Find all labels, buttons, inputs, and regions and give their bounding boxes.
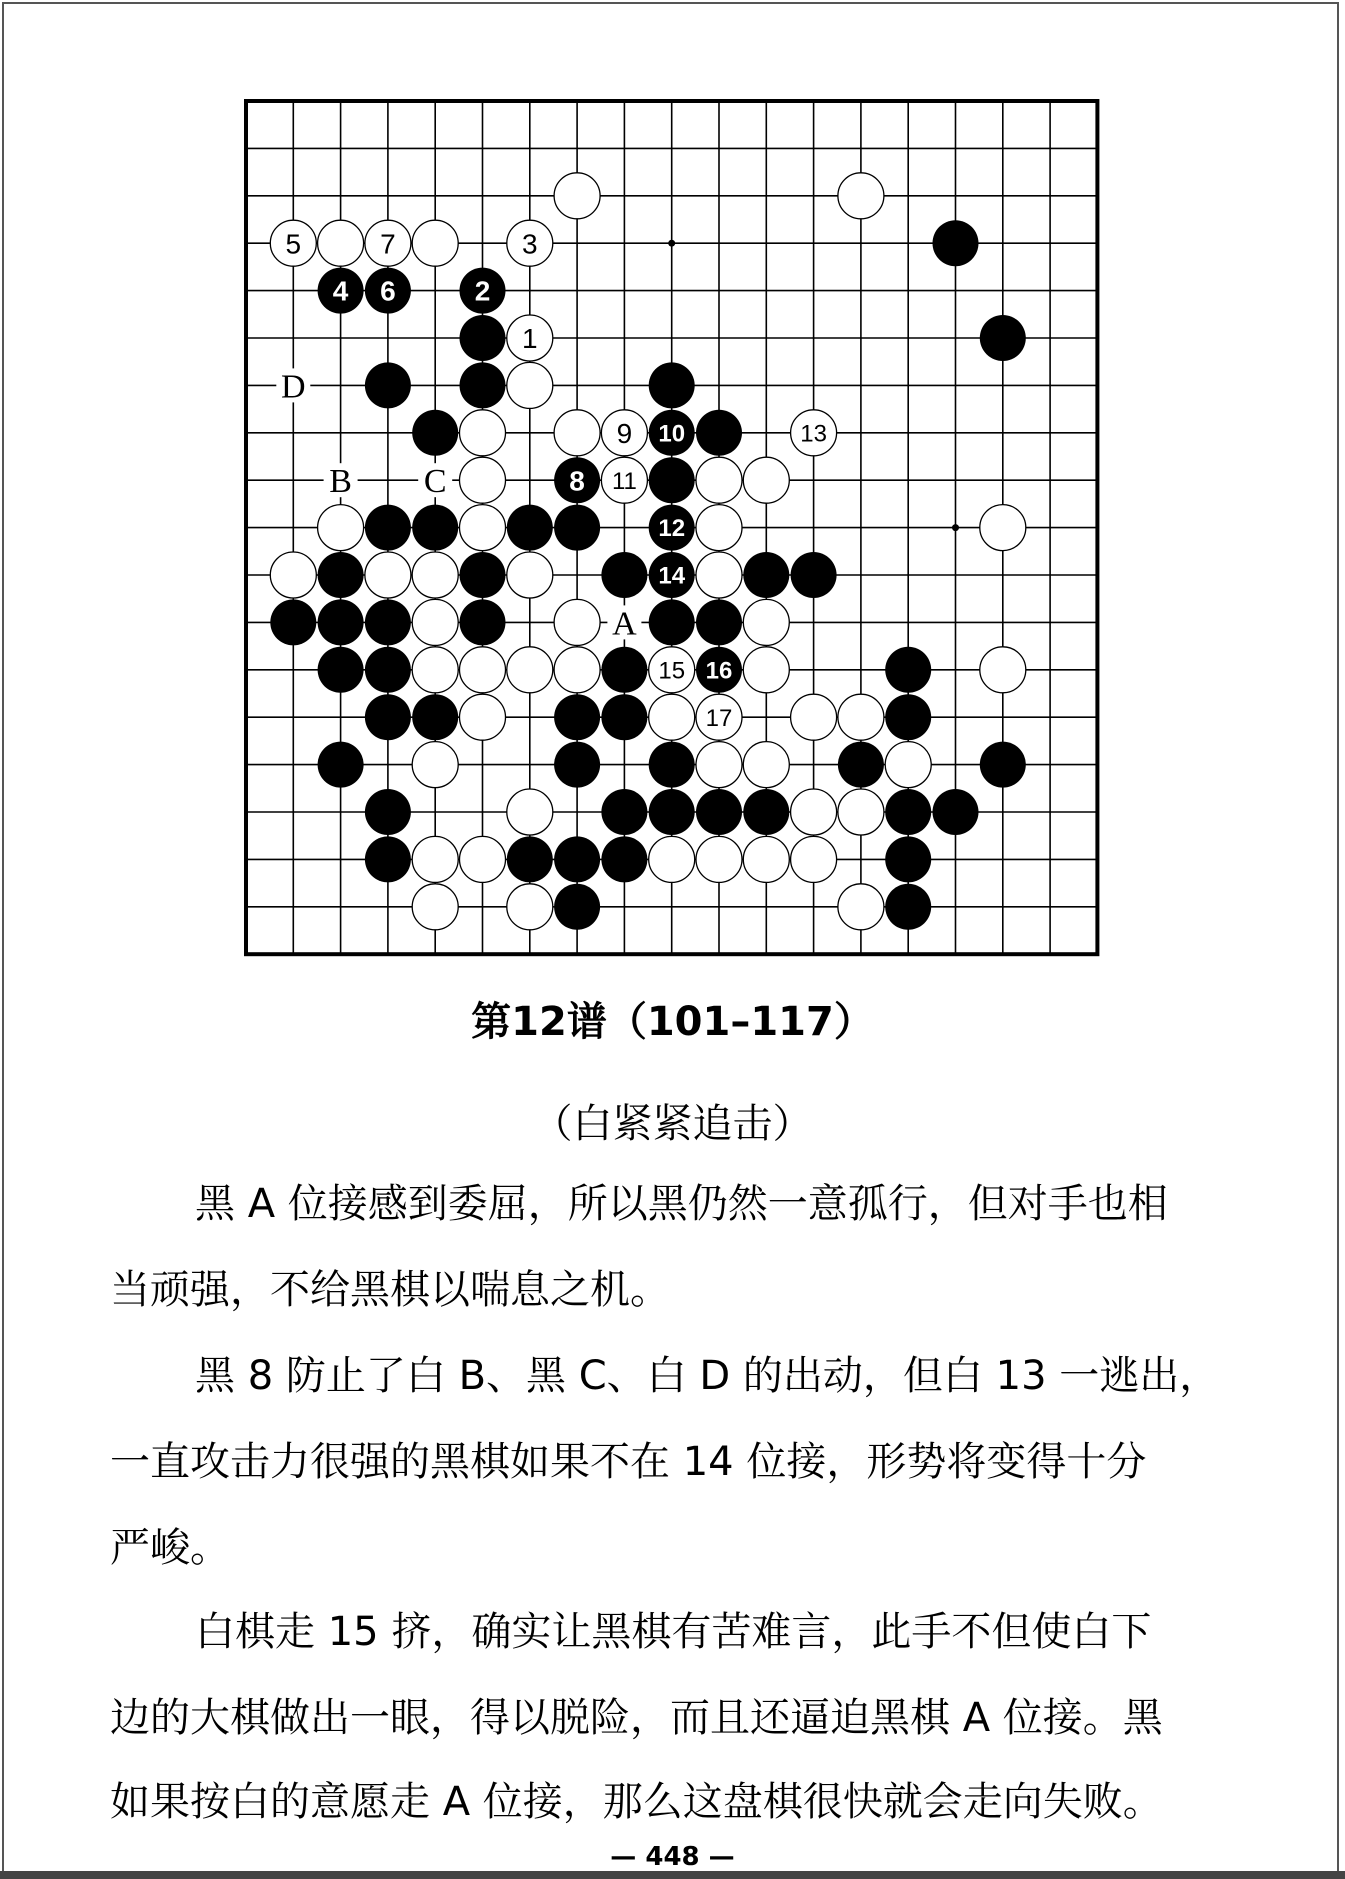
point-label-b: B (329, 463, 352, 501)
paragraph-1-line-2: 当顽强，不给黑棋以喘息之机。 (110, 1267, 670, 1313)
point-label-c: C (423, 463, 447, 501)
white-stone (696, 742, 742, 788)
black-stone (980, 315, 1026, 361)
white-stone (460, 457, 506, 503)
black-stone (743, 552, 789, 598)
page-number: — 448 — (610, 1842, 735, 1872)
white-stone (554, 173, 600, 219)
black-stone (649, 789, 695, 835)
black-stone (365, 599, 411, 645)
black-stone (885, 647, 931, 693)
go-board-diagram (236, 91, 1108, 965)
black-stone (365, 647, 411, 693)
white-stone (649, 836, 695, 882)
paragraph-3-line-1: 白棋走 15 挤，确实让黑棋有苦难言，此手不但使白下 (195, 1609, 1152, 1655)
white-stone (696, 505, 742, 551)
black-stone (412, 505, 458, 551)
paragraph-2-line-1: 黑 8 防止了白 B、黑 C、白 D 的出动，但白 13 一逃出， (195, 1353, 1220, 1399)
white-stone (554, 647, 600, 693)
black-stone (601, 552, 647, 598)
move-number: 15 (658, 657, 686, 685)
white-stone (649, 694, 695, 740)
black-stone (412, 410, 458, 456)
move-number: 16 (705, 657, 733, 685)
paragraph-2-line-2: 一直攻击力很强的黑棋如果不在 14 位接，形势将变得十分 (110, 1439, 1147, 1485)
white-stone (791, 694, 837, 740)
black-stone (554, 505, 600, 551)
black-stone (696, 599, 742, 645)
white-stone (838, 884, 884, 930)
white-stone (980, 505, 1026, 551)
black-stone (507, 836, 553, 882)
black-stone (554, 884, 600, 930)
white-stone (412, 884, 458, 930)
black-stone (885, 836, 931, 882)
black-stone (696, 789, 742, 835)
white-stone (507, 884, 553, 930)
white-stone (507, 552, 553, 598)
white-stone (743, 742, 789, 788)
white-stone (412, 647, 458, 693)
black-stone (838, 742, 884, 788)
white-stone (791, 789, 837, 835)
black-stone (980, 742, 1026, 788)
move-number: 9 (616, 417, 633, 449)
white-stone (365, 552, 411, 598)
move-number: 10 (658, 420, 686, 448)
move-number: 11 (611, 467, 637, 495)
move-number: 4 (332, 275, 349, 307)
white-stone (412, 742, 458, 788)
white-stone (507, 647, 553, 693)
black-stone (460, 315, 506, 361)
move-number: 12 (658, 515, 686, 543)
white-stone (460, 647, 506, 693)
black-stone (460, 552, 506, 598)
move-number: 14 (658, 562, 686, 590)
black-stone (318, 647, 364, 693)
move-number: 3 (522, 228, 538, 260)
black-stone (791, 552, 837, 598)
black-stone (885, 884, 931, 930)
white-stone (507, 362, 553, 408)
black-stone (649, 599, 695, 645)
move-number: 7 (380, 228, 396, 260)
white-stone (318, 505, 364, 551)
white-stone (460, 410, 506, 456)
black-stone (601, 647, 647, 693)
white-stone (412, 599, 458, 645)
black-stone (933, 220, 979, 266)
white-stone (743, 599, 789, 645)
black-stone (460, 362, 506, 408)
white-stone (696, 457, 742, 503)
white-stone (460, 836, 506, 882)
black-stone (270, 599, 316, 645)
white-stone (743, 647, 789, 693)
diagram-title: 第12谱（101–117） (471, 999, 874, 1045)
black-stone (318, 552, 364, 598)
black-stone (885, 789, 931, 835)
black-stone (933, 789, 979, 835)
white-stone (507, 789, 553, 835)
black-stone (696, 410, 742, 456)
point-label-a: A (612, 605, 637, 643)
white-stone (980, 647, 1026, 693)
black-stone (554, 742, 600, 788)
move-number: 5 (285, 228, 302, 260)
white-stone (554, 410, 600, 456)
black-stone (601, 836, 647, 882)
white-stone (838, 173, 884, 219)
black-stone (649, 362, 695, 408)
black-stone (412, 694, 458, 740)
point-label-d: D (281, 368, 306, 406)
move-number: 13 (800, 420, 827, 448)
white-stone (696, 552, 742, 598)
black-stone (885, 694, 931, 740)
white-stone (885, 742, 931, 788)
black-stone (318, 742, 364, 788)
move-number: 8 (569, 465, 585, 497)
star-point (668, 240, 675, 247)
black-stone (601, 789, 647, 835)
white-stone (743, 457, 789, 503)
paragraph-3-line-2: 边的大棋做出一眼，得以脱险，而且还逼迫黑棋 A 位接。黑 (110, 1695, 1163, 1741)
white-stone (412, 836, 458, 882)
black-stone (743, 789, 789, 835)
white-stone (460, 694, 506, 740)
black-stone (507, 505, 553, 551)
black-stone (318, 599, 364, 645)
white-stone (412, 552, 458, 598)
black-stone (554, 836, 600, 882)
white-stone (412, 220, 458, 266)
move-number: 1 (522, 323, 538, 355)
white-stone (318, 220, 364, 266)
white-stone (460, 505, 506, 551)
black-stone (365, 362, 411, 408)
page-bottom-edge (0, 1871, 1345, 1879)
white-stone (554, 599, 600, 645)
black-stone (460, 599, 506, 645)
white-stone (696, 836, 742, 882)
paragraph-2-line-3: 严峻。 (110, 1525, 230, 1571)
white-stone (270, 552, 316, 598)
black-stone (601, 694, 647, 740)
star-point (952, 524, 959, 531)
black-stone (365, 836, 411, 882)
black-stone (649, 742, 695, 788)
black-stone (365, 694, 411, 740)
paragraph-1-line-1: 黑 A 位接感到委屈，所以黑仍然一意孤行，但对手也相 (195, 1181, 1168, 1227)
move-number: 6 (380, 275, 396, 307)
white-stone (838, 694, 884, 740)
black-stone (365, 789, 411, 835)
diagram-subtitle: （白紧紧追击） (532, 1101, 813, 1147)
white-stone (838, 789, 884, 835)
white-stone (791, 836, 837, 882)
white-stone (743, 836, 789, 882)
black-stone (365, 505, 411, 551)
move-number: 17 (705, 704, 733, 732)
paragraph-3-line-3: 如果按白的意愿走 A 位接，那么这盘棋很快就会走向失败。 (110, 1779, 1163, 1825)
black-stone (554, 694, 600, 740)
move-number: 2 (474, 275, 491, 307)
black-stone (649, 457, 695, 503)
